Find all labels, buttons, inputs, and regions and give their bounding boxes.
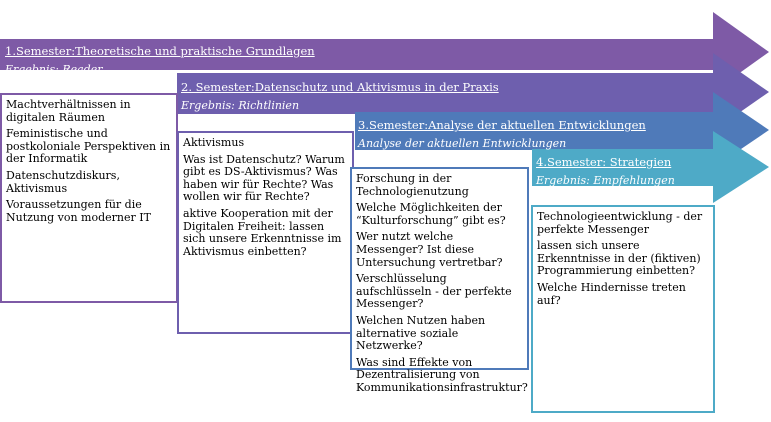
semester-2-topics <box>177 131 354 334</box>
semester-1-header <box>5 44 315 76</box>
semester-4-topics <box>531 205 715 413</box>
semester-3-header <box>358 118 646 150</box>
topic-item: Welchen Nutzen haben alternative soziale Netzwerke? <box>356 313 486 353</box>
topic-item: Technologieentwicklung - der perfekte Messenger <box>537 210 703 236</box>
topic-item: Machtverhältnissen in digitalen Räumen <box>6 98 131 124</box>
topic-item: Was sind Effekte von Dezentralisierung von Kommunikationsinfrastruktur? <box>356 355 528 394</box>
topic-item: Welche Hindernisse treten auf? <box>537 280 686 307</box>
semester-3-topics <box>350 167 529 394</box>
semester-4-header <box>536 155 675 187</box>
topic-item: Voraussetzungen für die Nutzung von moderner IT <box>6 198 151 224</box>
semester-2-result: Ergebnis: Richtlinien <box>181 99 300 112</box>
topic-item: lassen sich unsere Erkenntnisse in der (fiktiven) Programmierung einbetten? <box>537 239 701 278</box>
semester-4-title: 4.Semester: Strategien <box>536 155 672 169</box>
semester-1-title: 1.Semester:Theoretische und praktische Grundlagen <box>5 44 315 58</box>
semester-3-title: 3.Semester:Analyse der aktuellen Entwicklungen <box>358 118 646 132</box>
topic-item: Forschung in der Technologienutzung <box>356 172 469 198</box>
semester-3-result: Analyse der aktuellen Entwicklungen <box>358 137 567 150</box>
topic-item: Feministische und postkoloniale Perspektiven in der Informatik <box>6 127 171 166</box>
topic-item: Welche Möglichkeiten der “Kulturforschung” gibt es? <box>356 201 506 227</box>
topic-item: aktive Kooperation mit der Digitalen Freiheit: lassen sich unsere Erkenntnisse im Aktivismus einbetten? <box>183 206 342 258</box>
topic-item: Datenschutzdiskurs, Aktivismus <box>6 168 120 195</box>
topic-item: Verschlüsselung aufschlüsseln - der perfekte Messenger? <box>356 272 512 311</box>
topic-item: Was ist Datenschutz? Warum gibt es DS-Aktivismus? Was haben wir für Rechte? Was wollen wir für Rechte? <box>183 152 345 204</box>
semester-2-header <box>181 80 499 112</box>
semester-2-title: 2. Semester:Datenschutz und Aktivismus in der Praxis <box>181 80 499 94</box>
topic-item: Wer nutzt welche Messenger? Ist diese Untersuchung vertretbar? <box>356 230 503 269</box>
semester-1-topics <box>0 93 178 303</box>
semester-4-result: Ergebnis: Empfehlungen <box>536 174 675 187</box>
topic-item: Aktivismus <box>183 136 245 149</box>
semester-1-result: Ergebnis: Reader <box>5 63 103 76</box>
